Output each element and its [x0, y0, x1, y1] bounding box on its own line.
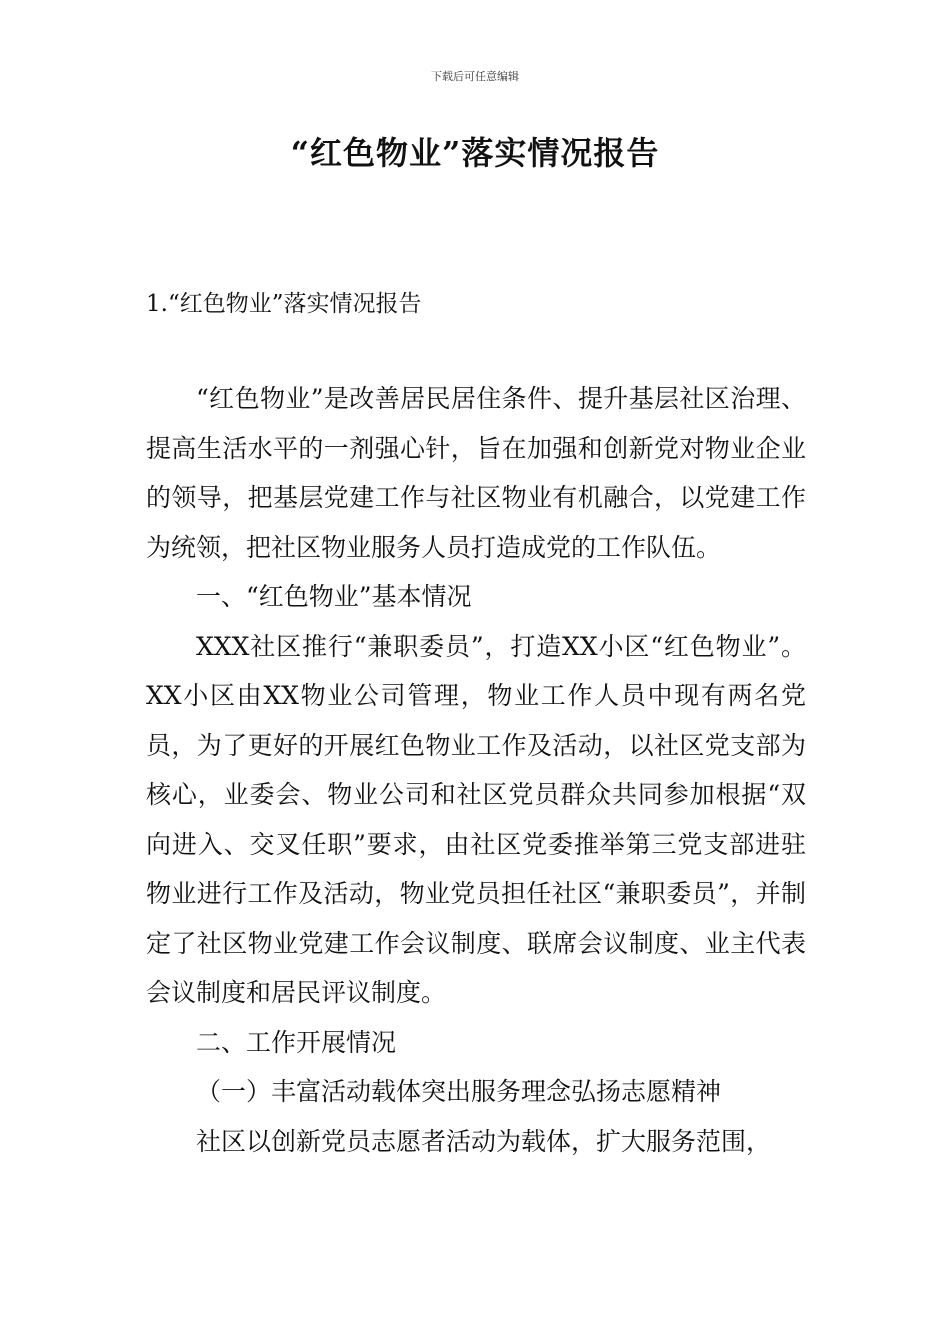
activities-paragraph: 社区以创新党员志愿者活动为载体，扩大服务范围，	[196, 1126, 772, 1156]
subsection-heading-activities: （一）丰富活动载体突出服务理念弘扬志愿精神	[196, 1077, 722, 1106]
page-header-note: 下载后可任意编辑	[431, 70, 519, 83]
section-number-line: 1.“红色物业”落实情况报告	[146, 291, 422, 317]
document-body	[146, 374, 806, 1166]
basic-situation-paragraph: XXX社区推行“兼职委员”，打造XX小区“红色物业”。XX小区由XX物业公司管理，物业工作人员中现有两名党员，为了更好的开展红色物业工作及活动，以社区党支部为核心，业委会、物业公司和社区党员群众共同参加根据“双向进入、交叉任职”要求，由社区党委推举第三党支部进驻物业进行工作及活动，物业党员担任社区“兼职委员”，并制定了社区物业党建工作会议制度、联席会议制度、业主代表会议制度和居民评议制度。	[146, 631, 806, 1007]
document-title: “红色物业”落实情况报告	[290, 134, 660, 172]
section-heading-work-progress: 二、工作开展情况	[196, 1027, 397, 1057]
section-heading-basic-situation: 一、“红色物业”基本情况	[196, 582, 472, 611]
intro-paragraph: “红色物业”是改善居民居住条件、提升基层社区治理、提高生活水平的一剂强心针，旨在加强和创新党对物业企业的领导，把基层党建工作与社区物业有机融合，以党建工作为统领，把社区物业服务人员打造成党的工作队伍。	[146, 384, 806, 562]
